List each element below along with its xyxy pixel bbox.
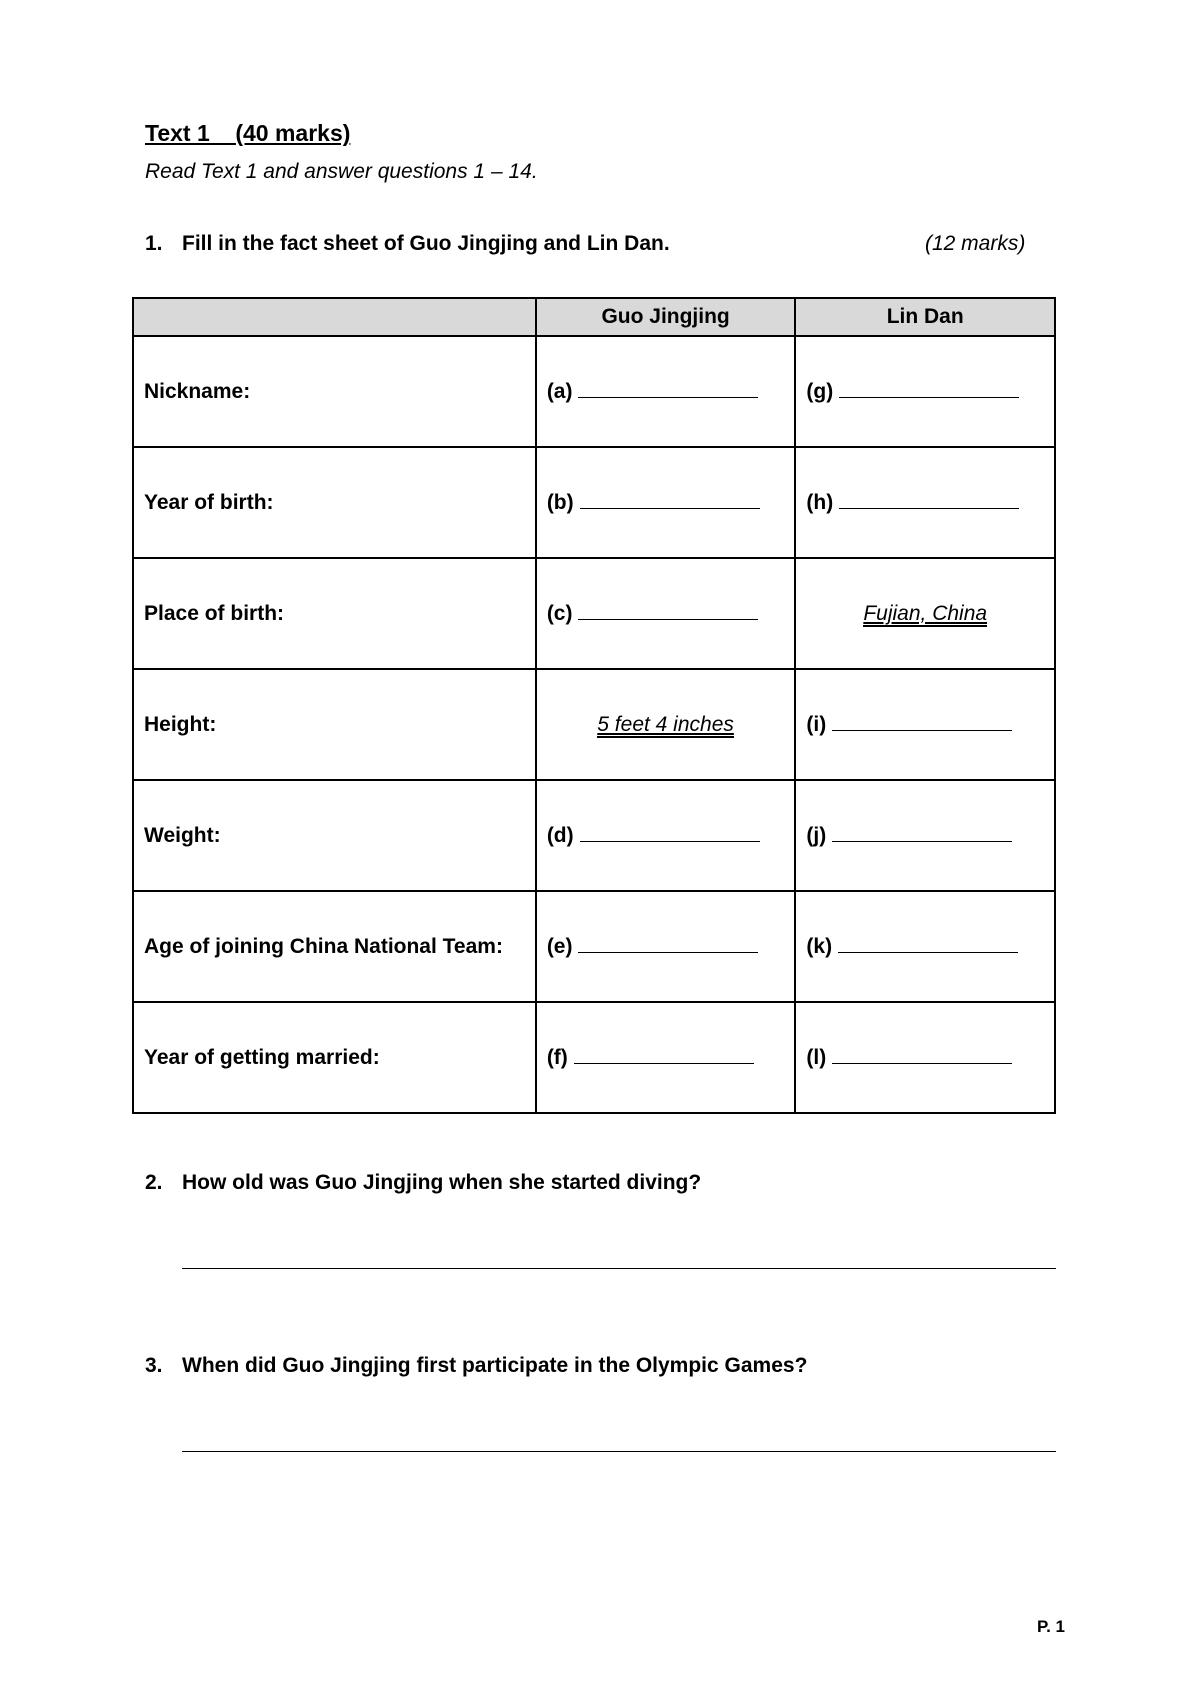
answer-label: (b) (546, 491, 574, 514)
answer-label: (h) (806, 491, 834, 514)
table-row (133, 447, 1055, 558)
section-instruction: Read Text 1 and answer questions 1 – 14. (145, 160, 538, 183)
table-row (133, 1002, 1055, 1113)
answer-cell[interactable] (536, 891, 796, 1002)
row-label: Place of birth: (133, 558, 536, 669)
given-answer-cell (795, 558, 1055, 669)
answer-cell[interactable] (536, 558, 796, 669)
question-1-text: Fill in the fact sheet of Guo Jingjing and Lin Dan. (182, 232, 670, 255)
question-1-number: 1. (145, 232, 163, 255)
answer-blank[interactable] (832, 1045, 1012, 1064)
answer-label: (c) (546, 602, 573, 625)
table-row (133, 780, 1055, 891)
answer-label: (e) (546, 935, 573, 958)
question-2-number: 2. (145, 1171, 163, 1194)
question-2-text: How old was Guo Jingjing when she started diving? (182, 1171, 702, 1194)
answer-cell[interactable] (536, 780, 796, 891)
row-label: Age of joining China National Team: (133, 891, 536, 1002)
row-label: Height: (133, 669, 536, 780)
answer-blank[interactable] (838, 934, 1018, 953)
question-3-text: When did Guo Jingjing first participate in the Olympic Games? (182, 1354, 808, 1377)
table-row (133, 891, 1055, 1002)
answer-blank[interactable] (580, 823, 760, 842)
table-row (133, 558, 1055, 669)
answer-blank[interactable] (839, 379, 1019, 398)
answer-blank[interactable] (578, 379, 758, 398)
table-row (133, 669, 1055, 780)
row-label: Year of getting married: (133, 1002, 536, 1113)
question-3-number: 3. (145, 1354, 163, 1377)
answer-cell[interactable] (536, 336, 796, 447)
answer-cell[interactable] (536, 1002, 796, 1113)
question-2-answer-line[interactable] (182, 1268, 1056, 1269)
answer-cell[interactable] (795, 891, 1055, 1002)
section-heading: Text 1 (40 marks) (145, 120, 351, 146)
question-3-answer-line[interactable] (182, 1451, 1056, 1452)
answer-blank[interactable] (832, 712, 1012, 731)
answer-cell[interactable] (795, 669, 1055, 780)
answer-cell[interactable] (795, 447, 1055, 558)
question-2 (0, 1171, 1200, 1201)
question-3 (0, 1354, 1200, 1384)
answer-blank[interactable] (578, 934, 758, 953)
answer-blank[interactable] (574, 1045, 754, 1064)
answer-label: (g) (806, 380, 834, 403)
row-label: Nickname: (133, 336, 536, 447)
answer-label: (k) (806, 935, 833, 958)
answer-cell[interactable] (795, 780, 1055, 891)
question-1-marks: (12 marks) (925, 232, 1026, 255)
given-answer-cell (536, 669, 796, 780)
answer-label: (f) (546, 1046, 568, 1069)
answer-cell[interactable] (795, 1002, 1055, 1113)
table-row (133, 336, 1055, 447)
answer-label: (a) (546, 380, 573, 403)
answer-blank[interactable] (839, 490, 1019, 509)
answer-blank[interactable] (578, 601, 758, 620)
row-label: Year of birth: (133, 447, 536, 558)
answer-blank[interactable] (832, 823, 1012, 842)
answer-label: (l) (806, 1046, 827, 1069)
header-guo-jingjing: Guo Jingjing (536, 298, 796, 336)
header-lin-dan: Lin Dan (795, 298, 1055, 336)
given-answer: Fujian, China (863, 601, 988, 625)
answer-label: (i) (806, 713, 827, 736)
answer-cell[interactable] (795, 336, 1055, 447)
page-number: P. 1 (1036, 1617, 1065, 1636)
answer-label: (d) (546, 824, 574, 847)
row-label: Weight: (133, 780, 536, 891)
header-empty (133, 298, 536, 336)
table-header-row (133, 298, 1055, 336)
answer-cell[interactable] (536, 447, 796, 558)
answer-blank[interactable] (580, 490, 760, 509)
fact-sheet-table (132, 297, 1056, 1114)
given-answer: 5 feet 4 inches (597, 712, 734, 736)
answer-label: (j) (806, 824, 827, 847)
